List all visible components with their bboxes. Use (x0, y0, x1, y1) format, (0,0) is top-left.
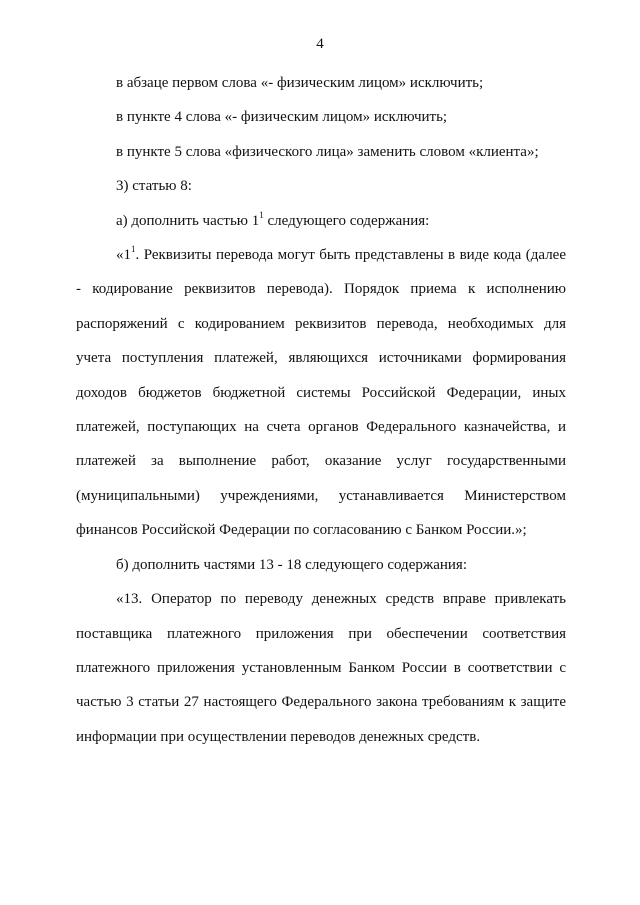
paragraph-6 (76, 238, 566, 548)
page-number: 4 (316, 36, 324, 52)
paragraph-7: б) дополнить частями 13 - 18 следующего содержания: (116, 556, 467, 573)
paragraph-4: 3) статью 8: (116, 178, 192, 195)
document-body (76, 66, 566, 754)
paragraph-8: «13. Оператор по переводу денежных средств вправе привлекать поставщика платежного приложения при обеспечении соответствия платежного приложения установленным Банком России в соответствии с частью 3 статьи 27 настоящего Федерального закона требованиям к защите информации при осуществлении переводов денежных средств. (76, 591, 566, 745)
paragraph-6-text-end: . Реквизиты перевода могут быть представлены в виде кода (далее - кодирование реквизитов перевода). Порядок приема к исполнению распоряжений с кодированием реквизитов перевода, необходимых для учета поступления платежей, являющихся источниками формирования доходов бюджетов бюджетной системы Российской Федерации, иных платежей, поступающих на счета органов Федерального казначейства, и платежей за выполнение работ, оказание услуг государственными (муниципальными) учреждениями, устанавливается Министерством финансов Российской Федерации по согласованию с Банком России.»; (76, 247, 566, 539)
paragraph-1: в абзаце первом слова «- физическим лицом» исключить; (116, 75, 484, 91)
paragraph-5 (76, 204, 566, 238)
paragraph-5-superscript: 1 (259, 209, 264, 220)
paragraph-2: в пункте 4 слова «- физическим лицом» исключить; (116, 109, 448, 126)
paragraph-6-superscript: 1 (131, 244, 136, 255)
paragraph-3: в пункте 5 слова «физического лица» заменить словом «клиента»; (116, 143, 539, 160)
paragraph-6-text: «1 (116, 247, 131, 264)
paragraph-5-text-end: следующего содержания: (263, 212, 430, 229)
paragraph-5-text: а) дополнить частью 1 (116, 212, 260, 229)
